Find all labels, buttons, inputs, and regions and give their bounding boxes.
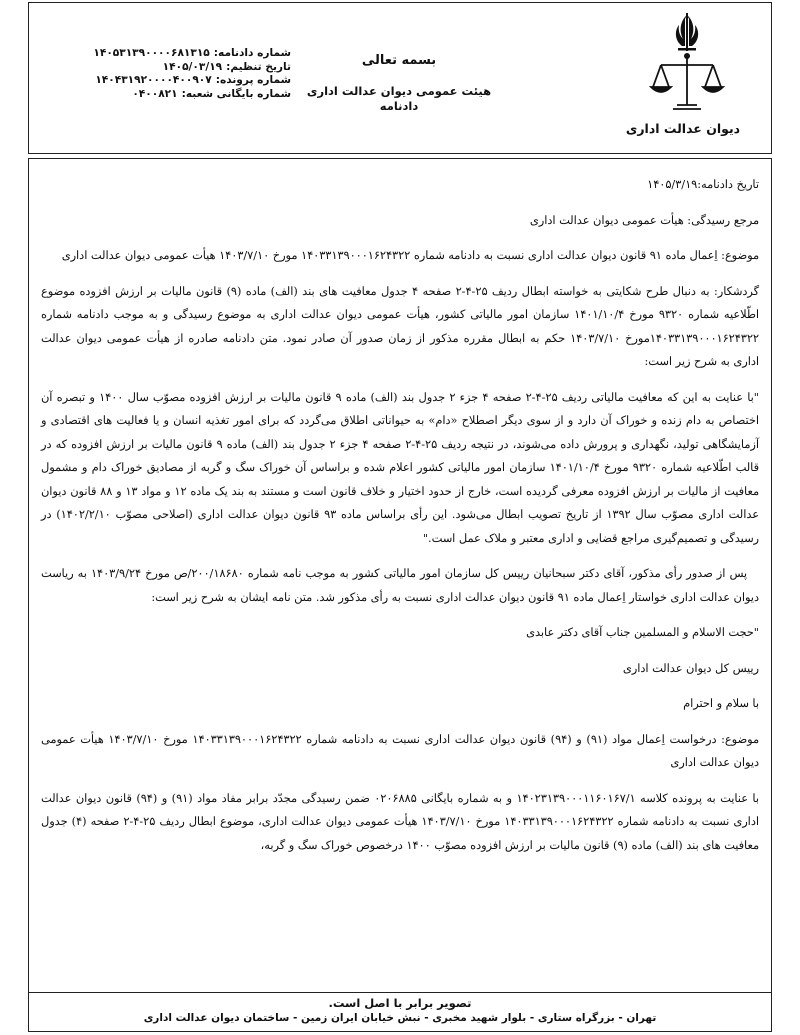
meta-label: تاریخ تنظیم:: [226, 60, 291, 73]
meta-value: ۰۴۰۰۸۲۱: [132, 87, 178, 100]
followup-paragraph: پس از صدور رأی مذکور، آقای دکتر سبحانیان رییس کل سازمان امور مالیاتی کشور به موجب نامه شماره ۲۰۰/۱۸۶۸۰/ص مورخ ۱۴۰۳/۹/۲۴ به ریاست دیوان عدالت اداری خواستار اِعمال ماده ۹۱ قانون دیوان عدالت اداری نسبت به رأی مذکور شد. متن نامه ایشان به شرح زیر است:: [41, 567, 759, 604]
meta-value: ۱۴۰۴۳۱۹۲۰۰۰۰۴۰۰۹۰۷: [95, 74, 212, 86]
iran-emblem-and-scales-icon: [647, 9, 727, 119]
meta-label: شماره پرونده:: [215, 74, 291, 86]
court-emblem-area: [621, 3, 771, 153]
quoted-ruling: "با عنایت به این که معافیت مالیاتی ردیف ۲۵-۴-۲ صفحه ۴ جزء ۲ جدول بند (الف) ماده ۹ قانون مالیات بر ارزش افزوده مصوّب سال ۱۴۰۰ و تبصره آن اختصاص به دام زنده و خوراک آن دارد و از سوی دیگر اصطلاح «دام» به حیواناتی اطلاق می‌گردد که برای امور تغذیه انسان و یا فعالیت های اقتصادی و آزمایشگاهی تولید، نگهداری و پرورش داده می‌شوند، در نتیجه ردیف ۲۵-۴-۲ صفحه ۴ جزء ۲ جدول بند (الف) ماده ۹ قانون مالیات بر ارزش افزوده که در قالب اطّلاعیه شماره ۹۳۲۰ مورخ ۱۴۰۱/۱۰/۴ سازمان امور مالیاتی کشور اعلام شده و براساس آن خوراک سگ و گربه از مصادیق خوراک دام و مشمول معافیت از مالیات بر ارزش افزوده معرفی گردیده است، خارج از حدود اختیار و خلاف قانون است و مستند به بند یک ماده ۱۲ و مواد ۱۳ و ۸۸ قانون دیوان عدالت اداری مصوّب سال ۱۳۹۲ از تاریخ تصویب ابطال می‌شود. این رأی براساس ماده ۹۳ قانون دیوان عدالت اداری (اصلاحی مصوّب ۱۴۰۲/۲/۱۰) در رسیدگی و تصمیم‌گیری مراجع قضایی و اداری معتبر و ملاک عمل است.": [41, 390, 759, 545]
review-authority: مرجع رسیدگی: هیأت عمومی دیوان عدالت اداری: [529, 213, 759, 227]
letter-subject: موضوع: درخواست اِعمال مواد (۹۱) و (۹۴) قانون دیوان عدالت اداری نسبت به دادنامه شماره ۱۴۰۳۳۱۳۹۰۰۰۱۶۲۴۳۲۲ مورخ ۱۴۰۳/۷/۱۰ هیأت عمومی دیوان عدالت اداری: [41, 732, 759, 769]
document-header: [28, 2, 772, 154]
letter-addressee-title: رییس کل دیوان عدالت اداری: [622, 661, 759, 675]
letter-greeting: با سلام و احترام: [683, 697, 759, 710]
court-address: تهران - بزرگراه ستاری - بلوار شهید مخبری - نبش خیابان ایران زمین - ساختمان دیوان عدالت اداری: [143, 1012, 657, 1024]
document-body: [28, 158, 772, 992]
bismillah: بسمه تعالی: [361, 53, 437, 68]
letter-body: با عنایت به پرونده کلاسه ۱۴۰۲۳۱۳۹۰۰۰۱۱۶۰۱۶۷/۱ و به شماره بایگانی ۰۲۰۶۸۸۵ ضمن رسیدگی مجدّد برابر مفاد مواد (۹۱) و (۹۴) قانون دیوان عدالت اداری نسبت به دادنامه شماره ۱۴۰۳۳۱۳۹۰۰۰۱۶۲۴۳۲۲ مورخ ۱۴۰۳/۷/۱۰ هیأت عمومی دیوان عدالت اداری، موضوع ابطال ردیف ۲۵-۴-۲ صفحه (۴) جدول معافیت های بند (الف) ماده (۹) قانون مالیات بر ارزش افزوده مصوّب ۱۴۰۰ درخصوص خوراک سگ و گربه،: [41, 791, 760, 852]
letter-addressee: "حجت الاسلام و المسلمین جناب آقای دکتر عابدی: [526, 626, 759, 639]
subject-paragraph: موضوع: اِعمال ماده ۹۱ قانون دیوان عدالت اداری نسبت به دادنامه شماره ۱۴۰۳۳۱۳۹۰۰۰۱۶۲۴۳۲۲ مورخ ۱۴۰۳/۷/۱۰ هیأت عمومی دیوان عدالت اداری: [61, 249, 759, 262]
court-name: دیوان عدالت اداری: [625, 121, 741, 136]
meta-label: شماره دادنامه:: [213, 47, 291, 59]
certification-note: تصویر برابر با اصل است.: [328, 996, 472, 1010]
meta-label: شماره بایگانی شعبه:: [181, 87, 291, 100]
document-footer: [28, 992, 772, 1032]
meta-row: [61, 88, 291, 102]
board-name: هیئت عمومی دیوان عدالت اداری: [306, 84, 492, 98]
meta-row: [61, 47, 291, 61]
document-metadata: [61, 47, 291, 101]
document-type: دادنامه: [379, 99, 419, 113]
verdict-date: تاریخ دادنامه:۱۴۰۵/۳/۱۹: [647, 178, 759, 191]
header-titles: [299, 53, 499, 113]
meta-row: [61, 61, 291, 75]
meta-row: [61, 74, 291, 88]
procedure-paragraph: گردشکار: به دنبال طرح شکایتی به خواسته ابطال ردیف ۲۵-۴-۲ صفحه ۴ جدول معافیت های بند (الف) ماده (۹) قانون مالیات بر ارزش افزوده موضوع اطّلاعیه شماره ۹۳۲۰ مورخ ۱۴۰۱/۱۰/۴ سازمان امور مالیاتی کشور، هیأت عمومی دیوان عدالت اداری به موضوع رسیدگی و به موجب دادنامه شماره ۱۴۰۳۳۱۳۹۰۰۰۱۶۲۴۳۲۲مورخ ۱۴۰۳/۷/۱۰ حکم به ابطال مقرره مذکور از زمان صدور آن صادر نمود. متن دادنامه صادره از هیأت عمومی دیوان عدالت اداری به شرح زیر است:: [41, 284, 759, 368]
meta-value: ۱۴۰۵/۰۳/۱۹: [162, 60, 223, 73]
meta-value: ۱۴۰۵۳۱۳۹۰۰۰۰۶۸۱۳۱۵: [93, 47, 210, 59]
